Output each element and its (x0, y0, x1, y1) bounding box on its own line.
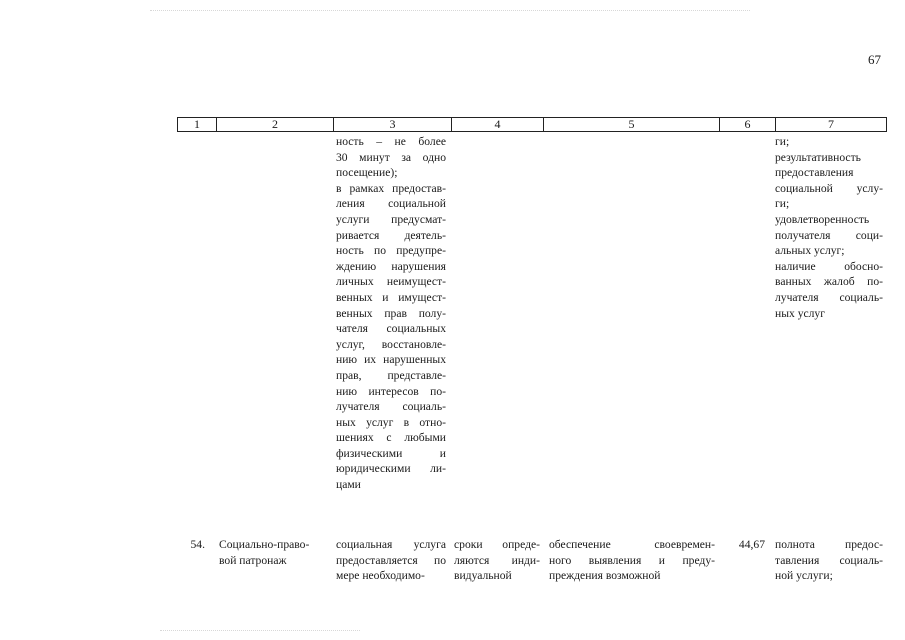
text-line: ждению нарушения (336, 259, 446, 273)
row-54-quality-indicators (775, 537, 883, 584)
text-line: ной услуги; (775, 569, 833, 583)
text-line: юридическими ли- (336, 462, 446, 476)
text-line: лучателя социаль- (336, 400, 446, 414)
text-line: удовлетворенность (775, 212, 870, 226)
text-line: ного выявления и преду- (549, 553, 715, 567)
text-line: обеспечение своевремен- (549, 538, 715, 551)
text-line: социальная услуга (336, 538, 446, 551)
text-line: венных и имущест- (336, 290, 446, 304)
text-line: ных услуг (775, 306, 825, 320)
text-line: в рамках предостав- (336, 181, 446, 195)
text-line: услуги предусмат- (336, 212, 446, 226)
text-line: ность по предупре- (336, 244, 446, 258)
text-line: 30 минут за одно (336, 150, 446, 164)
text-line: ривается деятель- (336, 228, 446, 242)
text-line: преждения возможной (549, 569, 661, 583)
text-line: ги; (775, 197, 790, 211)
header-col-6: 6 (720, 118, 776, 131)
page-number: 67 (868, 52, 881, 67)
text-line: вой патронаж (219, 553, 287, 567)
row-54-tariff: 44,67 (738, 538, 765, 551)
text-line: нию их нарушенных (336, 353, 446, 367)
text-line: получателя соци- (775, 228, 883, 242)
continuation-col3-text (336, 134, 446, 493)
text-line: ляются инди- (454, 553, 540, 567)
row-54-service-name (219, 537, 329, 568)
row-54-description (336, 537, 446, 584)
row-54-number: 54. (190, 538, 205, 551)
scan-artifact-bottom (160, 630, 360, 635)
text-line: услуг, восстановле- (336, 337, 446, 351)
text-line: ванных жалоб по- (775, 275, 883, 289)
text-line: ность – не более (336, 135, 446, 148)
text-line: ления социальной (336, 197, 446, 211)
text-line: нию интересов по- (336, 384, 446, 398)
text-line: сроки опреде- (454, 538, 540, 551)
table-header-row (177, 117, 887, 132)
text-line: полнота предос- (775, 538, 883, 551)
row-54-terms (454, 537, 540, 584)
text-line: предоставления (775, 166, 854, 180)
text-line: чателя социальных (336, 322, 446, 336)
header-col-2: 2 (217, 118, 334, 131)
header-col-3: 3 (334, 118, 452, 131)
text-line: предоставляется по (336, 553, 446, 567)
text-line: наличие обосно- (775, 259, 883, 273)
text-line: венных прав полу- (336, 306, 446, 320)
text-line: личных неимущест- (336, 275, 446, 289)
header-col-4: 4 (452, 118, 544, 131)
scan-artifact-top (150, 10, 750, 17)
text-line: прав, представле- (336, 368, 446, 382)
text-line: цами (336, 478, 361, 492)
header-col-1: 1 (178, 118, 217, 131)
text-line: посещение); (336, 166, 398, 180)
text-line: результативность (775, 150, 861, 164)
text-line: ных услуг в отно- (336, 415, 446, 429)
text-line: Социально-право- (219, 538, 310, 551)
text-line: шениях с любыми (336, 431, 446, 445)
text-line: видуальной (454, 569, 512, 583)
row-54-standard (549, 537, 715, 584)
text-line: ги; (775, 135, 790, 148)
text-line: мере необходимо- (336, 569, 425, 583)
text-line: тавления социаль- (775, 553, 883, 567)
text-line: альных услуг; (775, 244, 845, 258)
text-line: лучателя социаль- (775, 290, 883, 304)
text-line: социальной услу- (775, 181, 883, 195)
continuation-col7-text (775, 134, 883, 321)
header-col-5: 5 (544, 118, 720, 131)
text-line: физическими и (336, 446, 446, 460)
header-col-7: 7 (828, 117, 834, 131)
